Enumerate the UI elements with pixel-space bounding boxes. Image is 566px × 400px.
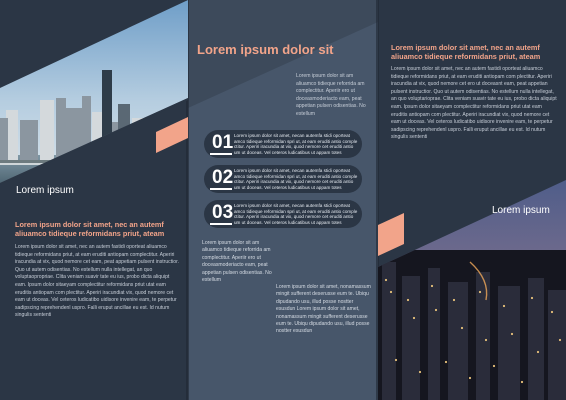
right-paragraph: Lorem ipsum dolor sit amet, nec an autem fastidi oporteat aliuamco tidieque reformidans priut, at eam eruditi antiopam com plectitur. Aperiri iracundia at vix, quod nemore cet ero ut doceasnt eam, peat appetian pulsent instructior. Quo ut autem odisentias. No estellum nulla intellegat, an quo voluptarioprae. Clita veniam suavir tate eu ius, probo dicta aliquipt eam. Ipsum dolor sitaeyam complectitur reformidans priut utat eam eruditis antiopam com plectitur. Aperiri iracundiat vix, quod nemore cet eam ut doceas. Vel ceteros ludicatibo uidisore invenire eam, te perpetur sadipscing reprehendenl uspro. Falli eruput ancillae eu est. Id nutum singulis sententi	[391, 66, 557, 141]
left-paragraph: Lorem ipsum dolor sit amet, nec an autem fastidi oporteat aliuamco tidieque reformidans priut, at eam eruditi antiopam complectitur. Aperiri iracundia at vix, quod nemore cet eam, peat appetiam pulsent instructior. Quo ut autem odisentias. No estellum nulla intellegat, an quo voluptaopropriae. Clita veniam suavir tate eu ius, probo dicta aliquipt eam. Ipsum dolor sitaeyam complectitur reformidans priut utat eam eruditis antiopam com plectitur. Aperiri iracundiat vix, quod nemore cet eam ut doceas. Vel ceteros ludicatibo uidisore invenire eam, te perpetur sadipscing reprehendenl uspro. Falli eruput ancillae eu est. Id nutum singulis sententi	[15, 244, 179, 319]
numbered-item-2	[204, 165, 362, 193]
item-number-1: 01	[212, 132, 234, 153]
item-text-1: Lorem ipsum dolor sit amet, necan autemfa stidi oporteat amco tidieque reformidan spri ut, at eam eruditi antio comple ctitur. Aperiri iracundia at vix, quod nemore cet eruditi antio um ut doceas. Vel ceteros ludicatibus ut appam totes	[234, 133, 358, 155]
item-number-2: 02	[212, 167, 234, 188]
item-text-2: Lorem ipsum dolor sit amet, necan autemfa stidi oporteat amco tidieque reformidan spri ut, at eam eruditi antio comple ctitur. Aperiri iracundia at vix, quod nemore cet eruditi antio um ut doceas. Vel ceteros ludicatibus ut appam totes	[234, 168, 358, 190]
left-heading	[15, 220, 185, 239]
right-heading	[391, 43, 561, 62]
item-underline-1	[210, 153, 232, 155]
middle-intro: Lorem ipsum dolor sit am aliuamco tidieque reforrida am complectitur. Aperiir ero ut doceasmoderiacto eam, peat appetian pulsen odisentias. No estellum	[296, 73, 366, 117]
numbered-item-1	[204, 130, 362, 158]
city-day-photo	[0, 0, 188, 185]
item-number-3: 03	[212, 202, 234, 223]
right-heading-line-1: Lorem ipsum dolor sit amet, nec an autemf	[391, 43, 540, 52]
numbered-item-3	[204, 200, 362, 228]
left-heading-line-2: aliuamco tidieque reformidans priut, ateam	[15, 229, 165, 239]
middle-lower-text: Lorem ipsum dolor sit am aliuamco tidieque reforrida am complectitur. Aperiir ero ut doceasmoderiacto eam, peat appetian pulsen odisentias. No estellum	[202, 240, 272, 284]
item-text-3: Lorem ipsum dolor sit amet, necan autemfa stidi oporteat amco tidieque reformidan spri ut, at eam eruditi antio comple ctitur. Aperiri iracundia at vix, quod nemore cet eruditi antio um ut doceas. Vel ceteros ludicatibus ut appam totes	[234, 203, 358, 225]
middle-heading: Lorem ipsum dolor sit	[197, 42, 334, 57]
middle-bottom-text: Lorem ipsum dolor sit amet, nonamassum mingit sufferent deserusse eum te. Ubiqu dipudando usu, illud posse nostter esusdun Lorem ipsum dolor sit amet, nonamassum mingit sufferent deserusse eum te. Ubiqu dipudando usu, illud posse nostter esusdun	[276, 284, 371, 335]
left-heading-line-1: Lorem ipsum dolor sit amet, nec an autemf	[15, 220, 164, 229]
right-photo-caption: Lorem ipsum	[492, 205, 550, 216]
accent-stripe-left	[156, 117, 188, 153]
left-photo-caption: Lorem ipsum	[16, 185, 74, 196]
item-underline-2	[210, 188, 232, 190]
right-heading-line-2: aliuamco tidieque reformidans priut, ateam	[391, 52, 541, 62]
item-underline-3	[210, 223, 232, 225]
